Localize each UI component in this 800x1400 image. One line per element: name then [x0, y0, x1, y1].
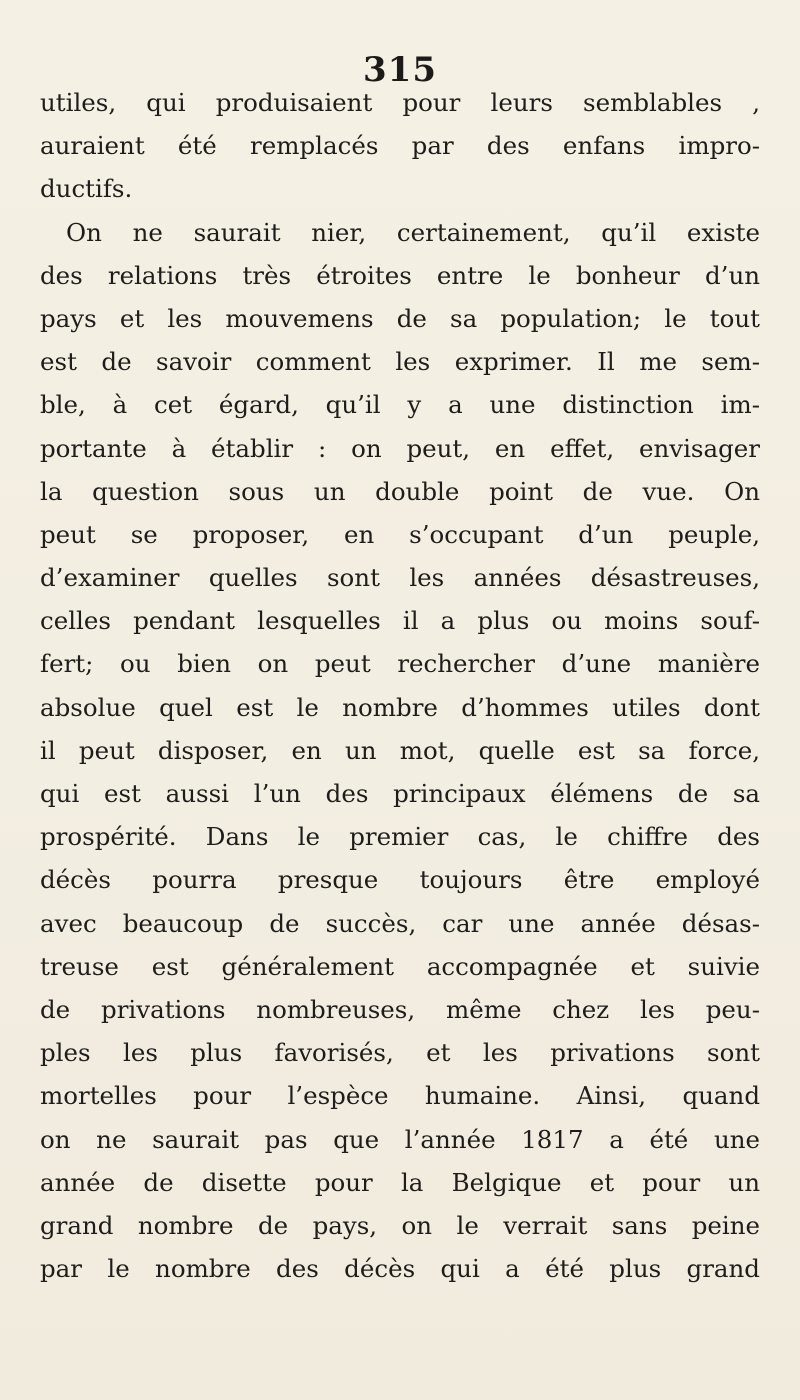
text-line: avec beaucoup de succès, car une année désas-	[40, 908, 760, 938]
text-line: la question sous un double point de vue. On	[40, 476, 760, 506]
text-line: des relations très étroites entre le bonheur d’un	[40, 260, 760, 290]
text-line: de privations nombreuses, même chez les peu-	[40, 994, 760, 1024]
text-line: pays et les mouvemens de sa population; le tout	[40, 303, 760, 333]
text-line: ble, à cet égard, qu’il y a une distinction im-	[40, 390, 760, 420]
text-line: d’examiner quelles sont les années désastreuses,	[40, 563, 760, 593]
text-line: On ne saurait nier, certainement, qu’il existe	[66, 217, 760, 247]
text-line: année de disette pour la Belgique et pour un	[40, 1167, 760, 1197]
body-text	[40, 81, 760, 1290]
text-line: utiles, qui produisaient pour leurs semblables ,	[40, 88, 760, 117]
page-number: 315	[363, 50, 437, 90]
text-line: ductifs.	[40, 174, 133, 204]
text-line: portante à établir : on peut, en effet, envisager	[40, 433, 760, 463]
text-line: treuse est généralement accompagnée et suivie	[40, 951, 760, 981]
text-line: prospérité. Dans le premier cas, le chiffre des	[40, 822, 760, 852]
text-line: il peut disposer, en un mot, quelle est sa force,	[40, 735, 760, 765]
text-line: peut se proposer, en s’occupant d’un peuple,	[40, 519, 760, 549]
text-line: est de savoir comment les exprimer. Il me sem-	[40, 347, 760, 377]
text-line: mortelles pour l’espèce humaine. Ainsi, quand	[40, 1081, 760, 1111]
text-line: on ne saurait pas que l’année 1817 a été une	[40, 1124, 760, 1154]
text-line: ples les plus favorisés, et les privations sont	[40, 1038, 760, 1068]
text-line: qui est aussi l’un des principaux élémens de sa	[40, 779, 760, 808]
text-line: décès pourra presque toujours être employé	[40, 865, 760, 895]
text-line: auraient été remplacés par des enfans impro-	[40, 131, 760, 161]
text-line: par le nombre des décès qui a été plus grand	[40, 1254, 760, 1284]
text-line: fert; ou bien on peut rechercher d’une manière	[40, 649, 760, 679]
text-line: absolue quel est le nombre d’hommes utiles dont	[40, 692, 760, 722]
text-line: celles pendant lesquelles il a plus ou moins souf-	[40, 606, 760, 636]
text-line: grand nombre de pays, on le verrait sans peine	[40, 1210, 760, 1240]
